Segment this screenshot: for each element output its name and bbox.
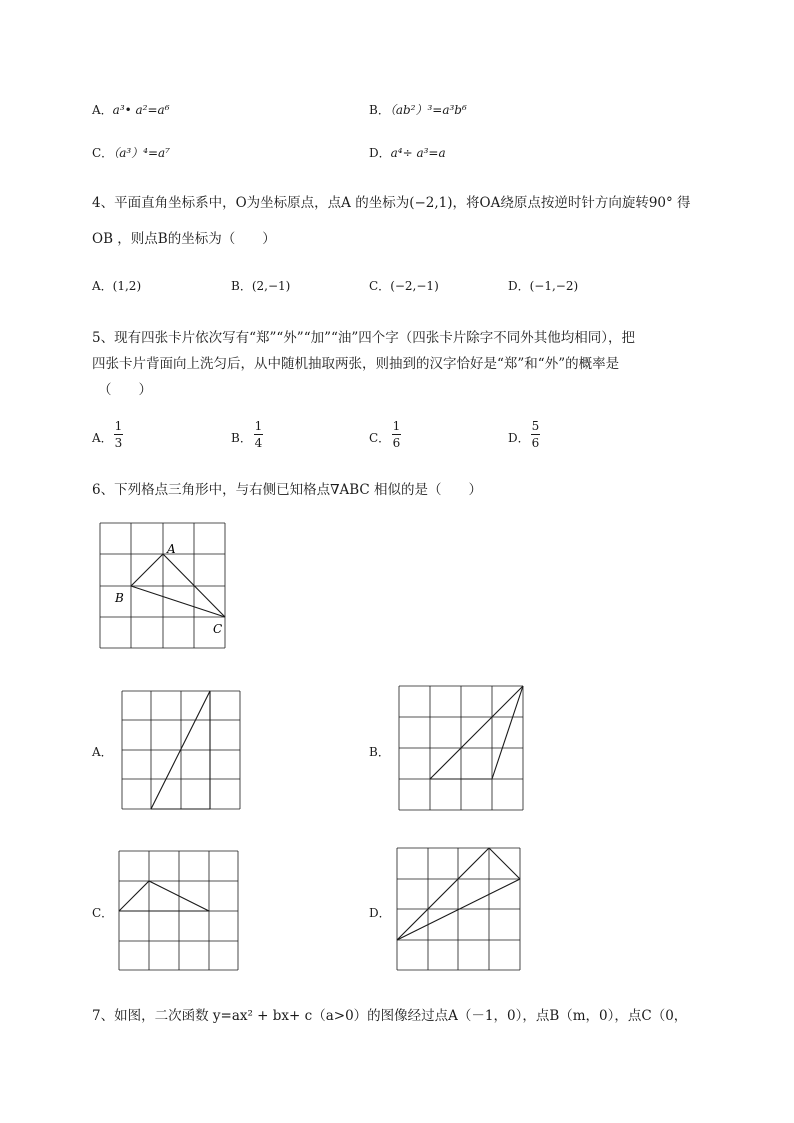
q7-stem: 7、如图，二次函数 y=ax² + bx+ c（a>0）的图像经过点A（－1，0），点B（m，0），点C（0， — [92, 1008, 688, 1024]
option-text: (1,2) — [112, 279, 142, 293]
reference-grid — [100, 523, 225, 648]
option-label: B． — [369, 103, 390, 117]
option-text: （a³）⁴=a⁷ — [113, 146, 170, 160]
option-label: A． — [92, 103, 113, 117]
option-label: C． — [92, 146, 114, 160]
q6-option-d-triangle — [397, 848, 520, 940]
q5-option-a-label: A． — [92, 431, 113, 445]
q5-stem-line2: 四张卡片背面向上洗匀后，从中随机抽取两张，则抽到的汉字恰好是“郑”和“外”的概率是 — [92, 356, 620, 372]
q5-option-d-label: D． — [508, 431, 530, 445]
q6-option-b-label: B． — [369, 745, 390, 759]
option-text: (−2,−1) — [390, 279, 439, 293]
numerator: 5 — [531, 419, 540, 433]
q4-stem-line2: OB ，则点B的坐标为（ ） — [92, 231, 276, 247]
denominator: 3 — [114, 436, 123, 450]
q5-stem-line1: 5、现有四张卡片依次写有“郑”“外”“加”“油”四个字（四张卡片除字不同外其他均相同），把 — [92, 330, 636, 346]
denominator: 4 — [254, 436, 263, 450]
option-label: D． — [369, 146, 391, 160]
option-label: D． — [508, 279, 530, 293]
point-label-a: A — [167, 542, 176, 556]
numerator: 1 — [254, 419, 263, 433]
q5-option-c-label: C． — [369, 431, 391, 445]
option-label: B． — [231, 279, 252, 293]
option-label: C． — [369, 279, 391, 293]
reference-triangle-abc — [131, 554, 225, 617]
q6-option-c-triangle — [119, 881, 209, 911]
q6-option-d-label: D． — [369, 906, 391, 920]
denominator: 6 — [392, 436, 401, 450]
q6-option-c-label: C． — [92, 906, 114, 920]
point-label-c: C — [213, 622, 223, 636]
q4-stem-line1: 4、平面直角坐标系中，O为坐标原点，点A 的坐标为(−2,1)，将OA绕原点按逆时针方向旋转90° 得 — [92, 195, 691, 211]
option-text: a³• a²=a⁶ — [112, 103, 170, 117]
q6-stem: 6、下列格点三角形中，与右侧已知格点∇ABC 相似的是（ ） — [92, 482, 483, 498]
point-label-b: B — [115, 591, 124, 605]
q5-option-b-label: B． — [231, 431, 252, 445]
q6-option-a-label: A． — [92, 745, 113, 759]
option-text: a⁴÷ a³=a — [390, 146, 446, 160]
option-label: A． — [92, 279, 113, 293]
option-text: (2,−1) — [251, 279, 291, 293]
q6-option-b-triangle — [430, 686, 523, 779]
denominator: 6 — [531, 436, 540, 450]
numerator: 1 — [114, 419, 123, 433]
q5-stem-line3: （ ） — [98, 382, 152, 398]
option-text: （ab²）³=a³b⁶ — [389, 103, 467, 117]
option-text: (−1,−2) — [529, 279, 579, 293]
numerator: 1 — [392, 419, 401, 433]
